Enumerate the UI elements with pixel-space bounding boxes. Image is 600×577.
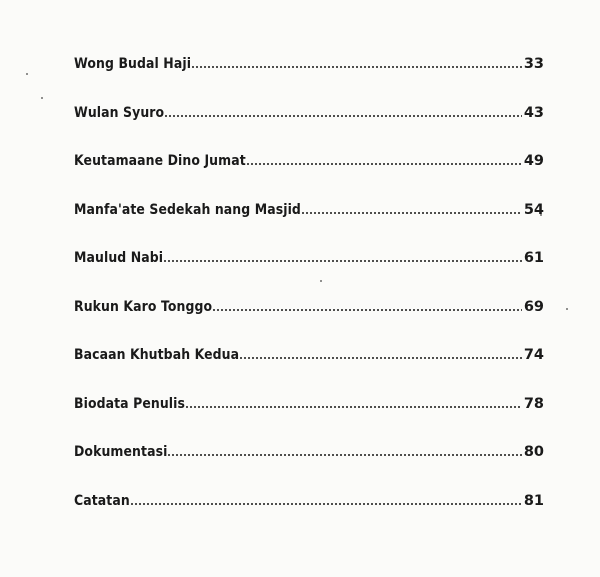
- paper-speck: [41, 97, 43, 99]
- table-of-contents: [74, 40, 544, 525]
- dot-leader: [301, 212, 522, 214]
- toc-entry-page: 78: [523, 395, 544, 412]
- toc-entry-page: 49: [523, 153, 544, 170]
- toc-entry-page: 61: [523, 250, 544, 267]
- dot-leader: [130, 503, 522, 505]
- toc-entry[interactable]: [74, 477, 544, 526]
- dot-leader: [239, 357, 522, 359]
- toc-entry[interactable]: [74, 428, 544, 477]
- toc-entry[interactable]: [74, 283, 544, 332]
- dot-leader: [246, 163, 522, 165]
- toc-entry-page: 54: [523, 201, 544, 218]
- dot-leader: [164, 115, 522, 117]
- toc-entry-title: Biodata Penulis: [74, 395, 186, 412]
- toc-entry-title: Wulan Syuro: [74, 104, 165, 121]
- toc-entry-title: Manfa'ate Sedekah nang Masjid: [74, 201, 301, 218]
- dot-leader: [212, 309, 522, 311]
- dot-leader: [167, 454, 522, 456]
- dot-leader: [163, 260, 522, 262]
- toc-entry-page: 43: [523, 104, 544, 121]
- toc-entry-page: 81: [523, 492, 544, 509]
- toc-entry-page: 80: [523, 444, 544, 461]
- dot-leader: [185, 406, 522, 408]
- toc-entry-title: Catatan: [74, 492, 130, 509]
- toc-entry[interactable]: [74, 380, 544, 429]
- paper-speck: [566, 308, 568, 310]
- toc-entry[interactable]: [74, 234, 544, 283]
- dot-leader: [191, 66, 522, 68]
- paper-speck: [26, 73, 28, 75]
- toc-entry-title: Maulud Nabi: [74, 250, 164, 267]
- toc-entry-title: Bacaan Khutbah Kedua: [74, 347, 240, 364]
- toc-entry[interactable]: [74, 40, 544, 89]
- toc-entry[interactable]: [74, 137, 544, 186]
- toc-entry-page: 69: [523, 298, 544, 315]
- toc-entry-title: Dokumentasi: [74, 444, 168, 461]
- toc-entry-title: Wong Budal Haji: [74, 56, 192, 73]
- toc-entry[interactable]: [74, 186, 544, 235]
- toc-entry[interactable]: [74, 331, 544, 380]
- toc-entry[interactable]: [74, 89, 544, 138]
- toc-entry-title: Keutamaane Dino Jumat: [74, 153, 246, 170]
- toc-entry-page: 33: [523, 56, 544, 73]
- toc-entry-page: 74: [523, 347, 544, 364]
- toc-entry-title: Rukun Karo Tonggo: [74, 298, 213, 315]
